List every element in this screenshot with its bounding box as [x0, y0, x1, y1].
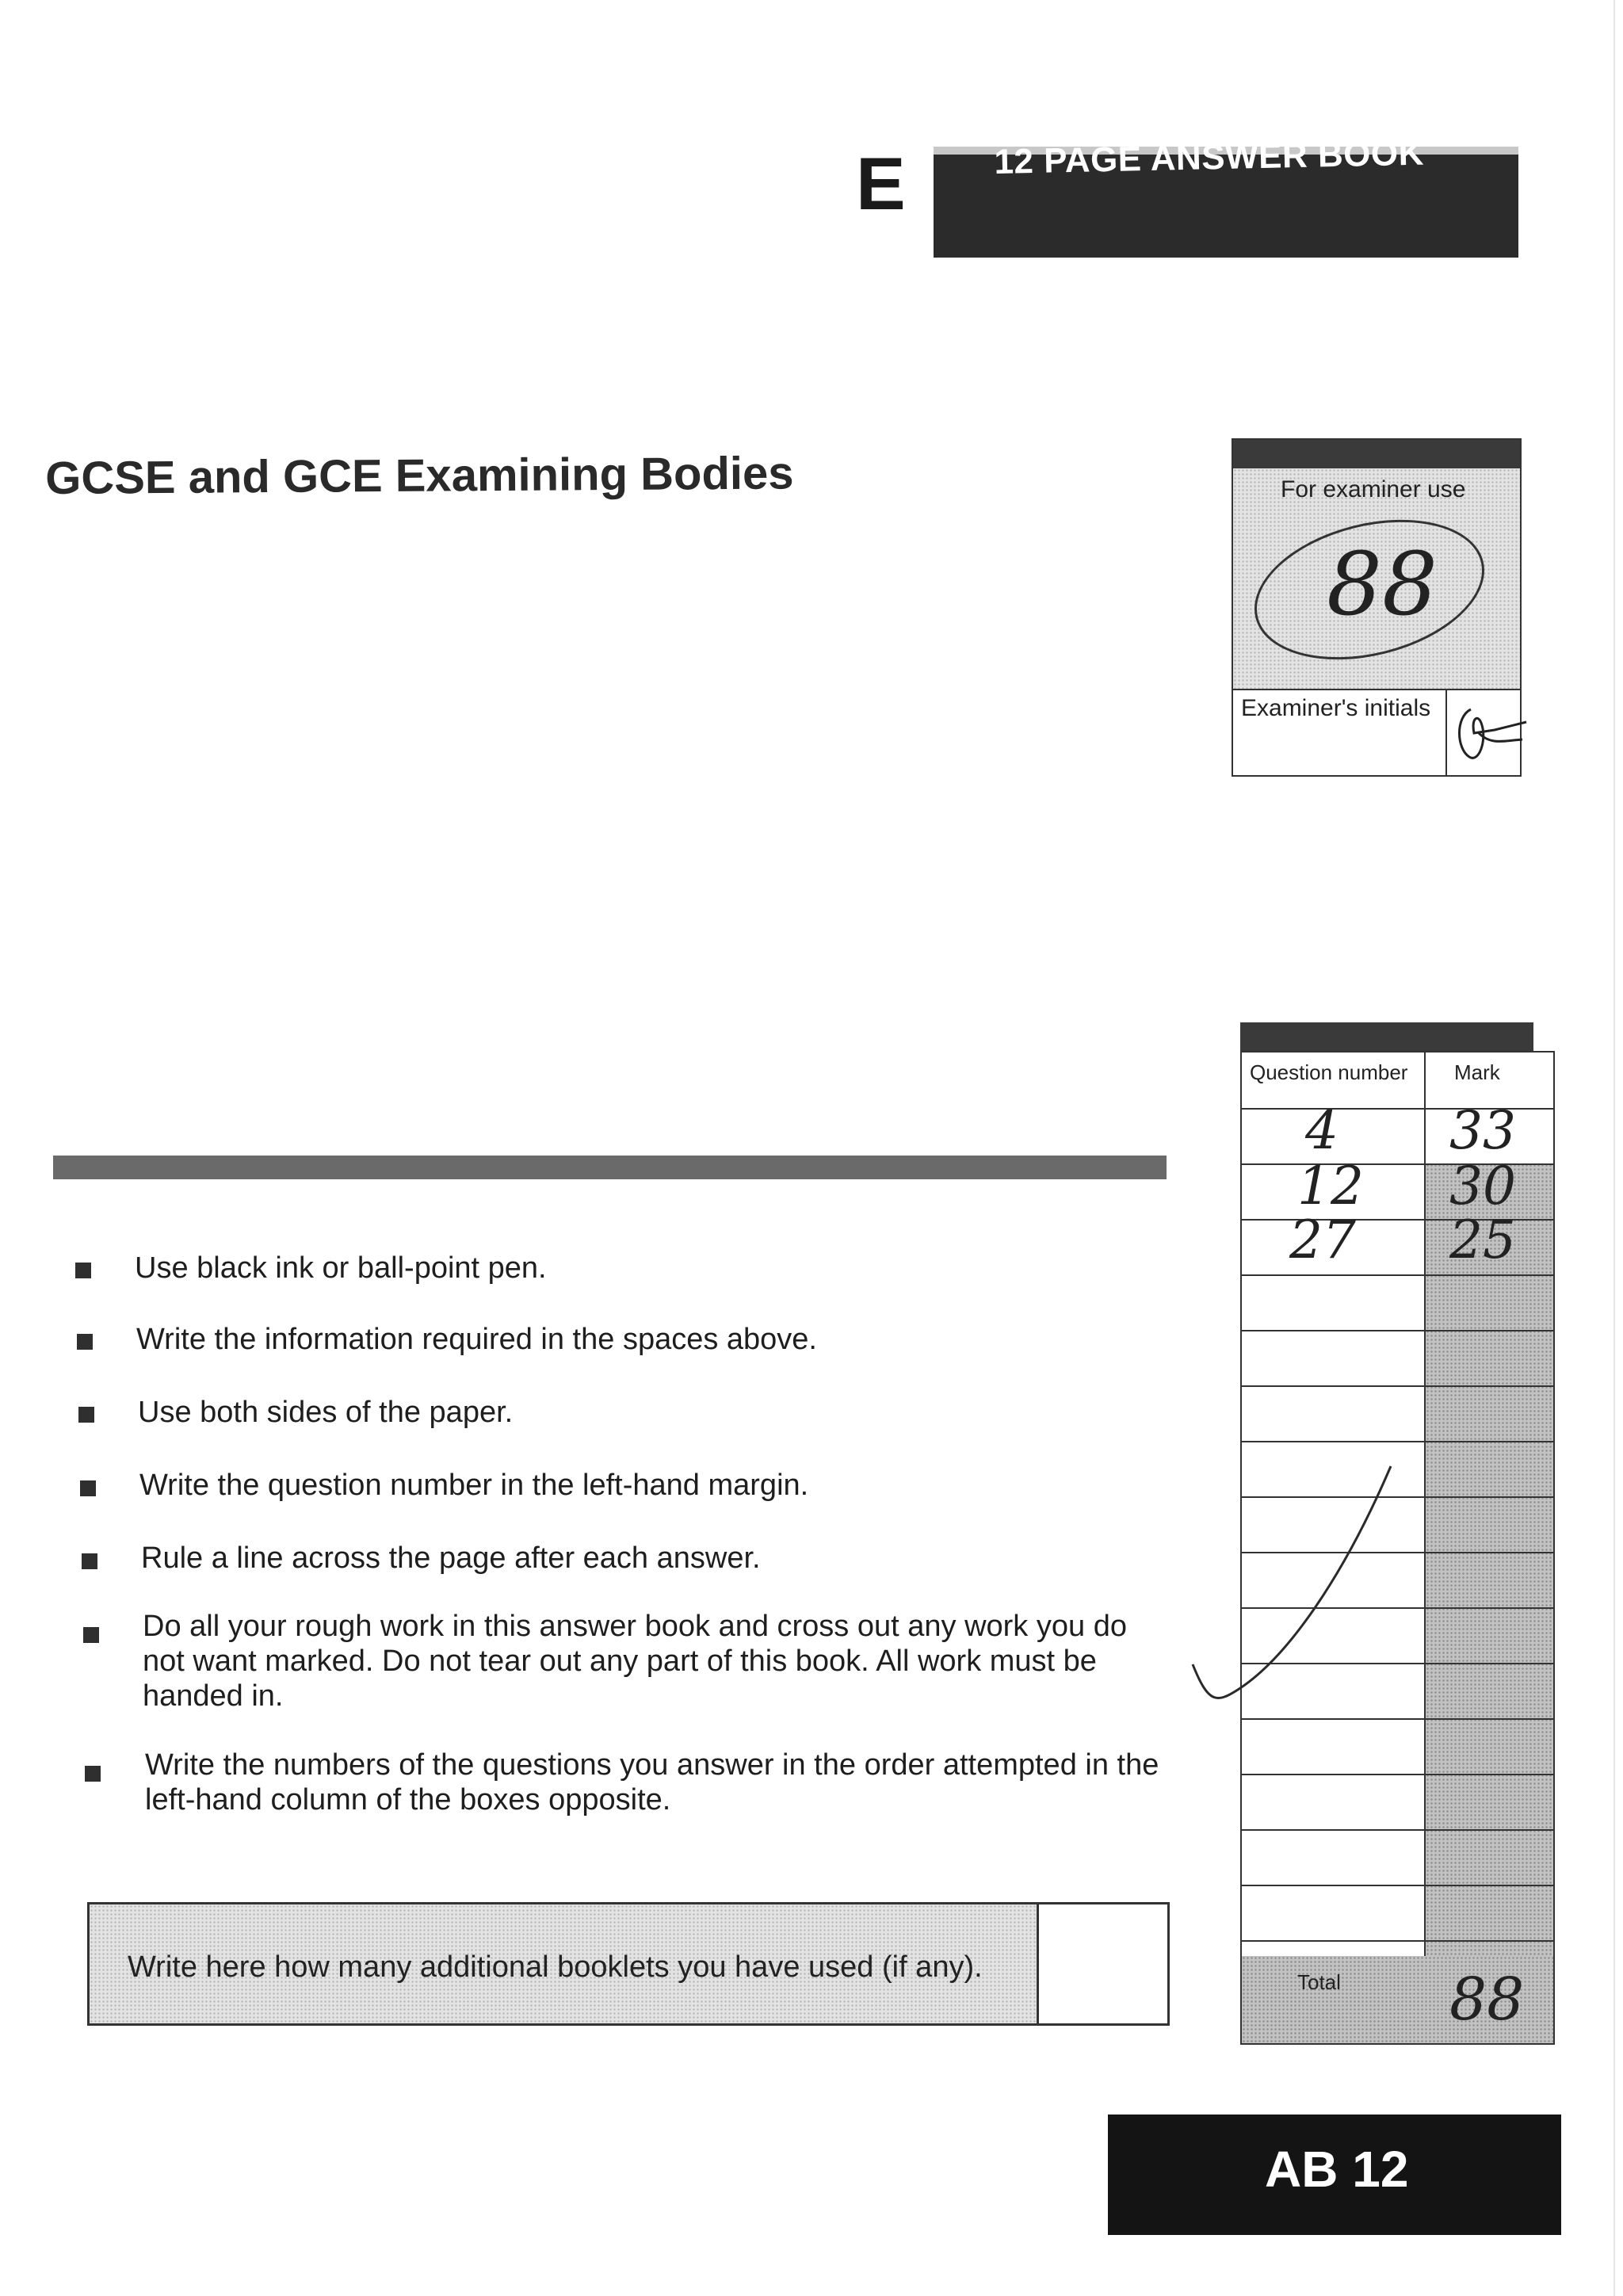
instruction-item: Do all your rough work in this answer book and cross out any work you do not want marked. Do not tear out any part of this book. All work must be handed in.: [143, 1610, 1127, 1713]
bullet-icon: [80, 1480, 96, 1496]
booklets-label: Write here how many additional booklets you have used (if any).: [128, 1950, 983, 1984]
question-number-cell[interactable]: 12: [1297, 1156, 1364, 1217]
row-divider: [1242, 1274, 1553, 1276]
total-label: Total: [1297, 1970, 1341, 1994]
instruction-item: Write the information required in the spaces above.: [136, 1323, 817, 1356]
row-divider: [1242, 1940, 1553, 1942]
mark-cell[interactable]: 25: [1449, 1209, 1516, 1270]
examining-bodies-title: GCSE and GCE Examining Bodies: [45, 447, 794, 504]
examiner-use-field[interactable]: [1233, 468, 1520, 690]
question-number-cell[interactable]: 4: [1305, 1100, 1338, 1161]
marks-table-header-bar: [1240, 1022, 1533, 1051]
booklets-label-area: [90, 1904, 1037, 2023]
question-number-header: Question number: [1250, 1060, 1408, 1084]
instruction-item: Use both sides of the paper.: [138, 1396, 514, 1429]
bullet-icon: [78, 1407, 94, 1423]
bullet-icon: [85, 1766, 101, 1782]
mark-cell[interactable]: 30: [1449, 1156, 1516, 1217]
examiner-initials-label: Examiner's initials: [1241, 695, 1431, 721]
instruction-item: Write the question number in the left-hand margin.: [139, 1469, 809, 1502]
row-divider: [1242, 1385, 1553, 1387]
bullet-icon: [77, 1334, 93, 1350]
instruction-item: Rule a line across the page after each answer.: [141, 1541, 761, 1575]
total-mark-cell[interactable]: 88: [1449, 1966, 1525, 2034]
row-divider: [1242, 1885, 1553, 1886]
strike-through-mark-icon: [1185, 1419, 1486, 1752]
bullet-icon: [82, 1553, 97, 1569]
additional-booklets-box: [87, 1902, 1170, 2026]
bullet-icon: [75, 1263, 91, 1278]
paper-letter: E: [856, 142, 906, 225]
book-code: AB 12: [1265, 2141, 1409, 2198]
page-edge: [1613, 0, 1615, 2296]
booklets-count-field[interactable]: [1037, 1904, 1167, 2023]
examiner-score: 88: [1327, 533, 1438, 635]
marks-table: [1240, 1022, 1555, 2045]
mark-cell[interactable]: 33: [1449, 1100, 1516, 1161]
row-divider: [1242, 1829, 1553, 1831]
mark-header: Mark: [1454, 1060, 1500, 1084]
initials-signature-icon: [1447, 701, 1534, 765]
examiner-use-label: For examiner use: [1281, 476, 1466, 502]
book-title: 12 PAGE ANSWER BOOK: [994, 133, 1425, 181]
section-divider: [53, 1156, 1167, 1179]
examiner-box: [1232, 438, 1522, 777]
question-number-cell[interactable]: 27: [1289, 1209, 1356, 1270]
row-divider: [1242, 1330, 1553, 1331]
bullet-icon: [83, 1627, 99, 1643]
row-divider: [1242, 1774, 1553, 1775]
instruction-item: Use black ink or ball-point pen.: [135, 1251, 547, 1285]
examiner-box-header-bar: [1233, 440, 1520, 468]
instruction-item: Write the numbers of the questions you answer in the order attempted in the left-hand column of the boxes opposite.: [145, 1748, 1159, 1817]
